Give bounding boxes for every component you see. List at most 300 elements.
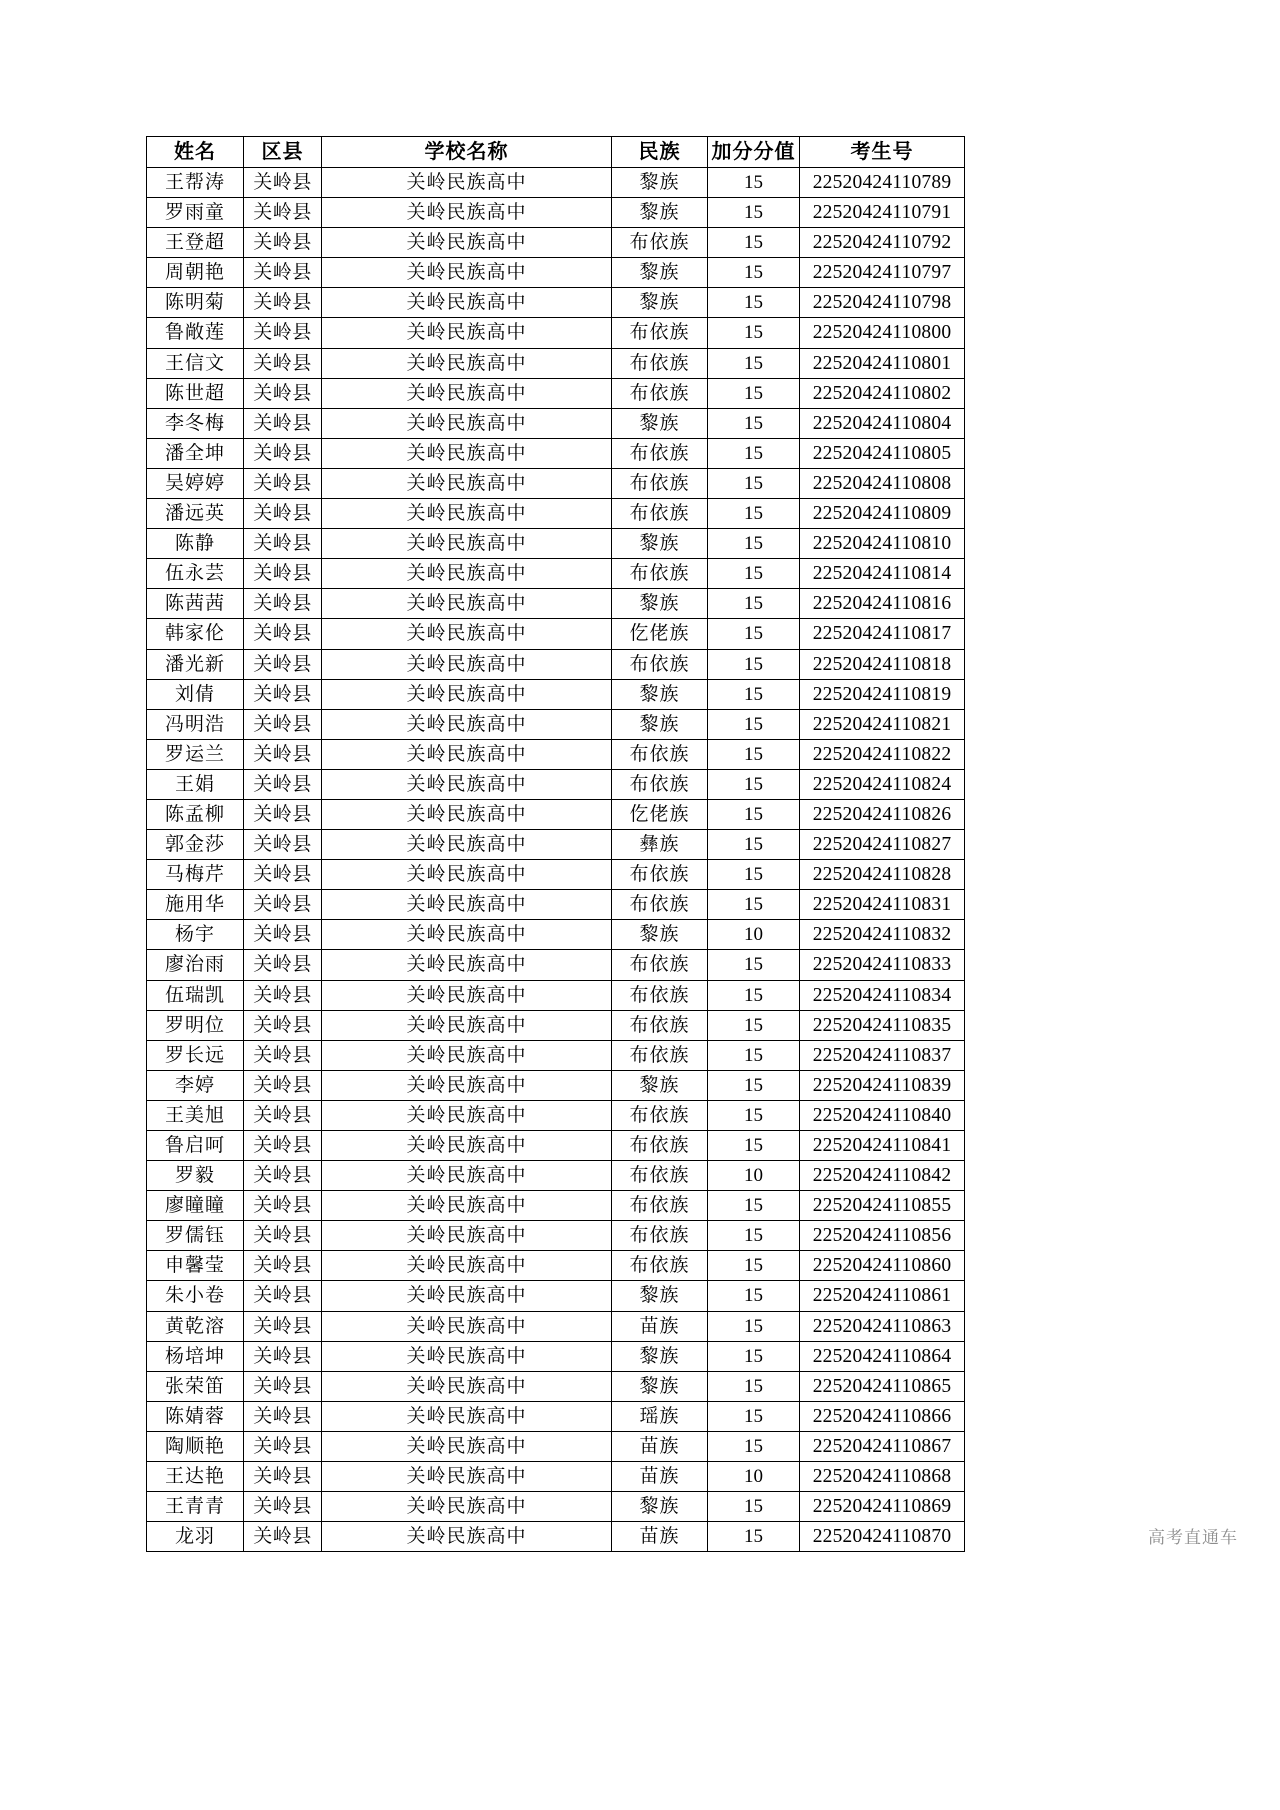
cell-school-name: 关岭民族高中 (322, 1311, 612, 1341)
cell-bonus-score: 15 (708, 318, 800, 348)
cell-exam-number: 22520424110868 (800, 1462, 965, 1492)
cell-county: 关岭县 (244, 1040, 322, 1070)
cell-bonus-score: 15 (708, 980, 800, 1010)
cell-county: 关岭县 (244, 1431, 322, 1461)
cell-bonus-score: 15 (708, 559, 800, 589)
cell-exam-number: 22520424110855 (800, 1191, 965, 1221)
cell-county: 关岭县 (244, 920, 322, 950)
cell-bonus-score: 15 (708, 619, 800, 649)
cell-school-name: 关岭民族高中 (322, 499, 612, 529)
cell-school-name: 关岭民族高中 (322, 1221, 612, 1251)
cell-student-name: 罗运兰 (147, 739, 244, 769)
watermark: 高考直通车 (1148, 1528, 1238, 1547)
cell-exam-number: 22520424110840 (800, 1100, 965, 1130)
cell-school-name: 关岭民族高中 (322, 438, 612, 468)
table-row (147, 529, 965, 559)
cell-exam-number: 22520424110865 (800, 1371, 965, 1401)
cell-bonus-score: 15 (708, 348, 800, 378)
cell-bonus-score: 15 (708, 198, 800, 228)
cell-student-name: 伍永芸 (147, 559, 244, 589)
cell-ethnicity: 布依族 (612, 1191, 708, 1221)
cell-exam-number: 22520424110817 (800, 619, 965, 649)
table-row (147, 1311, 965, 1341)
table-row (147, 860, 965, 890)
cell-student-name: 王登超 (147, 228, 244, 258)
cell-ethnicity: 布依族 (612, 1010, 708, 1040)
cell-school-name: 关岭民族高中 (322, 1431, 612, 1461)
cell-school-name: 关岭民族高中 (322, 649, 612, 679)
cell-exam-number: 22520424110810 (800, 529, 965, 559)
cell-school-name: 关岭民族高中 (322, 1371, 612, 1401)
cell-student-name: 鲁敞莲 (147, 318, 244, 348)
cell-student-name: 刘倩 (147, 679, 244, 709)
cell-school-name: 关岭民族高中 (322, 709, 612, 739)
cell-school-name: 关岭民族高中 (322, 1161, 612, 1191)
cell-student-name: 廖治雨 (147, 950, 244, 980)
table-row (147, 709, 965, 739)
cell-student-name: 罗毅 (147, 1161, 244, 1191)
cell-student-name: 郭金莎 (147, 830, 244, 860)
cell-ethnicity: 黎族 (612, 168, 708, 198)
cell-student-name: 王美旭 (147, 1100, 244, 1130)
cell-ethnicity: 布依族 (612, 438, 708, 468)
cell-ethnicity: 布依族 (612, 559, 708, 589)
cell-county: 关岭县 (244, 499, 322, 529)
cell-exam-number: 22520424110837 (800, 1040, 965, 1070)
cell-school-name: 关岭民族高中 (322, 769, 612, 799)
cell-school-name: 关岭民族高中 (322, 1010, 612, 1040)
table-row (147, 589, 965, 619)
cell-student-name: 冯明浩 (147, 709, 244, 739)
cell-ethnicity: 布依族 (612, 860, 708, 890)
cell-ethnicity: 布依族 (612, 769, 708, 799)
cell-ethnicity: 黎族 (612, 1492, 708, 1522)
table-row (147, 1040, 965, 1070)
table-row (147, 1371, 965, 1401)
cell-bonus-score: 15 (708, 258, 800, 288)
cell-bonus-score: 15 (708, 649, 800, 679)
cell-bonus-score: 15 (708, 438, 800, 468)
cell-county: 关岭县 (244, 1401, 322, 1431)
cell-ethnicity: 布依族 (612, 980, 708, 1010)
cell-school-name: 关岭民族高中 (322, 1070, 612, 1100)
table-row (147, 1191, 965, 1221)
cell-exam-number: 22520424110856 (800, 1221, 965, 1251)
cell-county: 关岭县 (244, 1341, 322, 1371)
cell-ethnicity: 黎族 (612, 258, 708, 288)
cell-county: 关岭县 (244, 198, 322, 228)
cell-ethnicity: 仡佬族 (612, 799, 708, 829)
cell-county: 关岭县 (244, 1251, 322, 1281)
cell-school-name: 关岭民族高中 (322, 1492, 612, 1522)
cell-bonus-score: 10 (708, 1462, 800, 1492)
cell-ethnicity: 苗族 (612, 1462, 708, 1492)
table-row (147, 348, 965, 378)
cell-exam-number: 22520424110835 (800, 1010, 965, 1040)
cell-school-name: 关岭民族高中 (322, 258, 612, 288)
cell-school-name: 关岭民族高中 (322, 378, 612, 408)
cell-bonus-score: 15 (708, 1040, 800, 1070)
cell-ethnicity: 布依族 (612, 1100, 708, 1130)
cell-county: 关岭县 (244, 739, 322, 769)
cell-school-name: 关岭民族高中 (322, 799, 612, 829)
table-header-row (147, 137, 965, 168)
cell-school-name: 关岭民族高中 (322, 288, 612, 318)
cell-county: 关岭县 (244, 1371, 322, 1401)
table-row (147, 619, 965, 649)
cell-ethnicity: 瑶族 (612, 1401, 708, 1431)
cell-bonus-score: 15 (708, 709, 800, 739)
cell-student-name: 潘远英 (147, 499, 244, 529)
cell-county: 关岭县 (244, 950, 322, 980)
cell-county: 关岭县 (244, 830, 322, 860)
cell-county: 关岭县 (244, 468, 322, 498)
cell-student-name: 李婷 (147, 1070, 244, 1100)
cell-ethnicity: 黎族 (612, 1341, 708, 1371)
cell-exam-number: 22520424110821 (800, 709, 965, 739)
cell-county: 关岭县 (244, 1161, 322, 1191)
cell-bonus-score: 15 (708, 1191, 800, 1221)
cell-bonus-score: 15 (708, 679, 800, 709)
cell-school-name: 关岭民族高中 (322, 950, 612, 980)
table-row (147, 649, 965, 679)
cell-student-name: 伍瑞凯 (147, 980, 244, 1010)
cell-exam-number: 22520424110816 (800, 589, 965, 619)
cell-student-name: 陈世超 (147, 378, 244, 408)
cell-ethnicity: 黎族 (612, 529, 708, 559)
cell-ethnicity: 布依族 (612, 1131, 708, 1161)
cell-school-name: 关岭民族高中 (322, 168, 612, 198)
cell-student-name: 杨宇 (147, 920, 244, 950)
cell-county: 关岭县 (244, 619, 322, 649)
table-row (147, 1161, 965, 1191)
cell-school-name: 关岭民族高中 (322, 589, 612, 619)
cell-county: 关岭县 (244, 1311, 322, 1341)
cell-bonus-score: 15 (708, 1070, 800, 1100)
cell-exam-number: 22520424110800 (800, 318, 965, 348)
cell-county: 关岭县 (244, 228, 322, 258)
cell-student-name: 罗雨童 (147, 198, 244, 228)
table-row (147, 679, 965, 709)
cell-county: 关岭县 (244, 408, 322, 438)
table-row (147, 258, 965, 288)
table-row (147, 1462, 965, 1492)
cell-student-name: 陶顺艳 (147, 1431, 244, 1461)
cell-bonus-score: 15 (708, 1100, 800, 1130)
cell-school-name: 关岭民族高中 (322, 1191, 612, 1221)
cell-bonus-score: 15 (708, 529, 800, 559)
cell-bonus-score: 15 (708, 408, 800, 438)
cell-county: 关岭县 (244, 769, 322, 799)
cell-exam-number: 22520424110822 (800, 739, 965, 769)
cell-ethnicity: 黎族 (612, 1281, 708, 1311)
cell-county: 关岭县 (244, 1462, 322, 1492)
cell-school-name: 关岭民族高中 (322, 348, 612, 378)
cell-school-name: 关岭民族高中 (322, 679, 612, 709)
table-row (147, 739, 965, 769)
cell-exam-number: 22520424110826 (800, 799, 965, 829)
cell-county: 关岭县 (244, 1281, 322, 1311)
cell-bonus-score: 15 (708, 799, 800, 829)
cell-bonus-score: 15 (708, 228, 800, 258)
cell-student-name: 王信文 (147, 348, 244, 378)
cell-school-name: 关岭民族高中 (322, 619, 612, 649)
cell-student-name: 廖瞳瞳 (147, 1191, 244, 1221)
cell-ethnicity: 布依族 (612, 890, 708, 920)
cell-school-name: 关岭民族高中 (322, 739, 612, 769)
cell-county: 关岭县 (244, 709, 322, 739)
cell-ethnicity: 黎族 (612, 709, 708, 739)
cell-exam-number: 22520424110860 (800, 1251, 965, 1281)
cell-school-name: 关岭民族高中 (322, 1522, 612, 1552)
cell-ethnicity: 苗族 (612, 1431, 708, 1461)
cell-student-name: 申馨莹 (147, 1251, 244, 1281)
cell-school-name: 关岭民族高中 (322, 1251, 612, 1281)
cell-student-name: 潘光新 (147, 649, 244, 679)
table-row (147, 1401, 965, 1431)
cell-bonus-score: 15 (708, 1281, 800, 1311)
column-header-school: 学校名称 (322, 137, 612, 168)
cell-exam-number: 22520424110804 (800, 408, 965, 438)
cell-county: 关岭县 (244, 799, 322, 829)
cell-ethnicity: 布依族 (612, 228, 708, 258)
cell-school-name: 关岭民族高中 (322, 1131, 612, 1161)
cell-bonus-score: 15 (708, 739, 800, 769)
cell-bonus-score: 15 (708, 830, 800, 860)
cell-ethnicity: 黎族 (612, 1371, 708, 1401)
cell-exam-number: 22520424110824 (800, 769, 965, 799)
table-row (147, 499, 965, 529)
cell-bonus-score: 15 (708, 860, 800, 890)
cell-ethnicity: 黎族 (612, 920, 708, 950)
cell-county: 关岭县 (244, 1522, 322, 1552)
cell-county: 关岭县 (244, 1070, 322, 1100)
cell-school-name: 关岭民族高中 (322, 529, 612, 559)
cell-school-name: 关岭民族高中 (322, 830, 612, 860)
cell-county: 关岭县 (244, 1221, 322, 1251)
cell-bonus-score: 15 (708, 950, 800, 980)
table-row (147, 950, 965, 980)
cell-bonus-score: 10 (708, 1161, 800, 1191)
cell-student-name: 陈茜茜 (147, 589, 244, 619)
table-body (147, 168, 965, 1552)
cell-county: 关岭县 (244, 318, 322, 348)
cell-county: 关岭县 (244, 980, 322, 1010)
cell-bonus-score: 15 (708, 1371, 800, 1401)
cell-exam-number: 22520424110792 (800, 228, 965, 258)
cell-school-name: 关岭民族高中 (322, 228, 612, 258)
cell-exam-number: 22520424110832 (800, 920, 965, 950)
cell-bonus-score: 15 (708, 1010, 800, 1040)
cell-exam-number: 22520424110798 (800, 288, 965, 318)
cell-exam-number: 22520424110864 (800, 1341, 965, 1371)
table-row (147, 830, 965, 860)
cell-student-name: 王青青 (147, 1492, 244, 1522)
cell-exam-number: 22520424110866 (800, 1401, 965, 1431)
cell-exam-number: 22520424110819 (800, 679, 965, 709)
cell-ethnicity: 布依族 (612, 1040, 708, 1070)
cell-exam-number: 22520424110833 (800, 950, 965, 980)
cell-school-name: 关岭民族高中 (322, 408, 612, 438)
cell-student-name: 张荣笛 (147, 1371, 244, 1401)
table-row (147, 1100, 965, 1130)
cell-exam-number: 22520424110802 (800, 378, 965, 408)
cell-ethnicity: 布依族 (612, 950, 708, 980)
cell-ethnicity: 苗族 (612, 1311, 708, 1341)
cell-exam-number: 22520424110841 (800, 1131, 965, 1161)
cell-exam-number: 22520424110867 (800, 1431, 965, 1461)
cell-school-name: 关岭民族高中 (322, 198, 612, 228)
cell-county: 关岭县 (244, 1010, 322, 1040)
cell-ethnicity: 布依族 (612, 1221, 708, 1251)
table-row (147, 408, 965, 438)
cell-county: 关岭县 (244, 1131, 322, 1161)
cell-student-name: 杨培坤 (147, 1341, 244, 1371)
cell-ethnicity: 布依族 (612, 1251, 708, 1281)
cell-school-name: 关岭民族高中 (322, 559, 612, 589)
table-row (147, 980, 965, 1010)
cell-county: 关岭县 (244, 890, 322, 920)
table-row (147, 168, 965, 198)
table-row (147, 468, 965, 498)
cell-exam-number: 22520424110834 (800, 980, 965, 1010)
cell-bonus-score: 15 (708, 589, 800, 619)
table-row (147, 1251, 965, 1281)
column-header-county: 区县 (244, 137, 322, 168)
cell-school-name: 关岭民族高中 (322, 1100, 612, 1130)
cell-bonus-score: 15 (708, 1311, 800, 1341)
cell-exam-number: 22520424110831 (800, 890, 965, 920)
table-row (147, 1131, 965, 1161)
cell-ethnicity: 黎族 (612, 198, 708, 228)
cell-ethnicity: 布依族 (612, 468, 708, 498)
cell-exam-number: 22520424110828 (800, 860, 965, 890)
cell-ethnicity: 彝族 (612, 830, 708, 860)
table-header (147, 137, 965, 168)
cell-school-name: 关岭民族高中 (322, 920, 612, 950)
cell-student-name: 陈明菊 (147, 288, 244, 318)
column-header-score: 加分分值 (708, 137, 800, 168)
cell-bonus-score: 15 (708, 1401, 800, 1431)
cell-ethnicity: 黎族 (612, 1070, 708, 1100)
cell-county: 关岭县 (244, 589, 322, 619)
cell-county: 关岭县 (244, 288, 322, 318)
cell-exam-number: 22520424110842 (800, 1161, 965, 1191)
cell-ethnicity: 仡佬族 (612, 619, 708, 649)
cell-student-name: 王帮涛 (147, 168, 244, 198)
table-row (147, 890, 965, 920)
table-row (147, 1431, 965, 1461)
cell-student-name: 龙羽 (147, 1522, 244, 1552)
cell-school-name: 关岭民族高中 (322, 1401, 612, 1431)
table-row (147, 288, 965, 318)
table-row (147, 799, 965, 829)
cell-student-name: 韩家伦 (147, 619, 244, 649)
table-row (147, 198, 965, 228)
cell-school-name: 关岭民族高中 (322, 1341, 612, 1371)
cell-county: 关岭县 (244, 529, 322, 559)
cell-school-name: 关岭民族高中 (322, 890, 612, 920)
cell-ethnicity: 黎族 (612, 408, 708, 438)
cell-exam-number: 22520424110805 (800, 438, 965, 468)
cell-student-name: 陈孟柳 (147, 799, 244, 829)
cell-student-name: 朱小卷 (147, 1281, 244, 1311)
cell-student-name: 陈婧蓉 (147, 1401, 244, 1431)
cell-exam-number: 22520424110809 (800, 499, 965, 529)
column-header-exam-number: 考生号 (800, 137, 965, 168)
cell-student-name: 罗儒钰 (147, 1221, 244, 1251)
cell-bonus-score: 15 (708, 288, 800, 318)
cell-county: 关岭县 (244, 258, 322, 288)
cell-school-name: 关岭民族高中 (322, 318, 612, 348)
table-row (147, 1492, 965, 1522)
cell-ethnicity: 黎族 (612, 679, 708, 709)
cell-student-name: 罗明位 (147, 1010, 244, 1040)
cell-exam-number: 22520424110863 (800, 1311, 965, 1341)
cell-school-name: 关岭民族高中 (322, 1462, 612, 1492)
table-row (147, 559, 965, 589)
cell-bonus-score: 15 (708, 1431, 800, 1461)
table-row (147, 769, 965, 799)
cell-ethnicity: 布依族 (612, 318, 708, 348)
bonus-points-roster-table-container (146, 136, 964, 1552)
cell-bonus-score: 15 (708, 890, 800, 920)
table-row (147, 228, 965, 258)
cell-exam-number: 22520424110814 (800, 559, 965, 589)
table-row (147, 1281, 965, 1311)
cell-bonus-score: 15 (708, 168, 800, 198)
cell-county: 关岭县 (244, 378, 322, 408)
cell-bonus-score: 15 (708, 1221, 800, 1251)
cell-exam-number: 22520424110808 (800, 468, 965, 498)
bonus-points-roster-table (146, 136, 965, 1552)
cell-exam-number: 22520424110839 (800, 1070, 965, 1100)
cell-bonus-score: 15 (708, 499, 800, 529)
cell-county: 关岭县 (244, 679, 322, 709)
cell-bonus-score: 15 (708, 378, 800, 408)
cell-bonus-score: 15 (708, 1522, 800, 1552)
cell-bonus-score: 15 (708, 1131, 800, 1161)
cell-ethnicity: 黎族 (612, 589, 708, 619)
cell-student-name: 王娟 (147, 769, 244, 799)
cell-student-name: 罗长远 (147, 1040, 244, 1070)
cell-student-name: 潘全坤 (147, 438, 244, 468)
cell-ethnicity: 布依族 (612, 499, 708, 529)
cell-bonus-score: 15 (708, 468, 800, 498)
table-row (147, 1070, 965, 1100)
cell-exam-number: 22520424110818 (800, 649, 965, 679)
cell-student-name: 鲁启呵 (147, 1131, 244, 1161)
cell-student-name: 马梅芹 (147, 860, 244, 890)
cell-ethnicity: 布依族 (612, 348, 708, 378)
table-row (147, 438, 965, 468)
cell-school-name: 关岭民族高中 (322, 980, 612, 1010)
cell-county: 关岭县 (244, 438, 322, 468)
cell-ethnicity: 布依族 (612, 739, 708, 769)
table-row (147, 1221, 965, 1251)
table-row (147, 318, 965, 348)
cell-ethnicity: 苗族 (612, 1522, 708, 1552)
cell-exam-number: 22520424110869 (800, 1492, 965, 1522)
cell-exam-number: 22520424110827 (800, 830, 965, 860)
cell-county: 关岭县 (244, 860, 322, 890)
cell-bonus-score: 15 (708, 1341, 800, 1371)
cell-student-name: 王达艳 (147, 1462, 244, 1492)
table-row (147, 378, 965, 408)
cell-student-name: 李冬梅 (147, 408, 244, 438)
cell-school-name: 关岭民族高中 (322, 860, 612, 890)
cell-exam-number: 22520424110789 (800, 168, 965, 198)
